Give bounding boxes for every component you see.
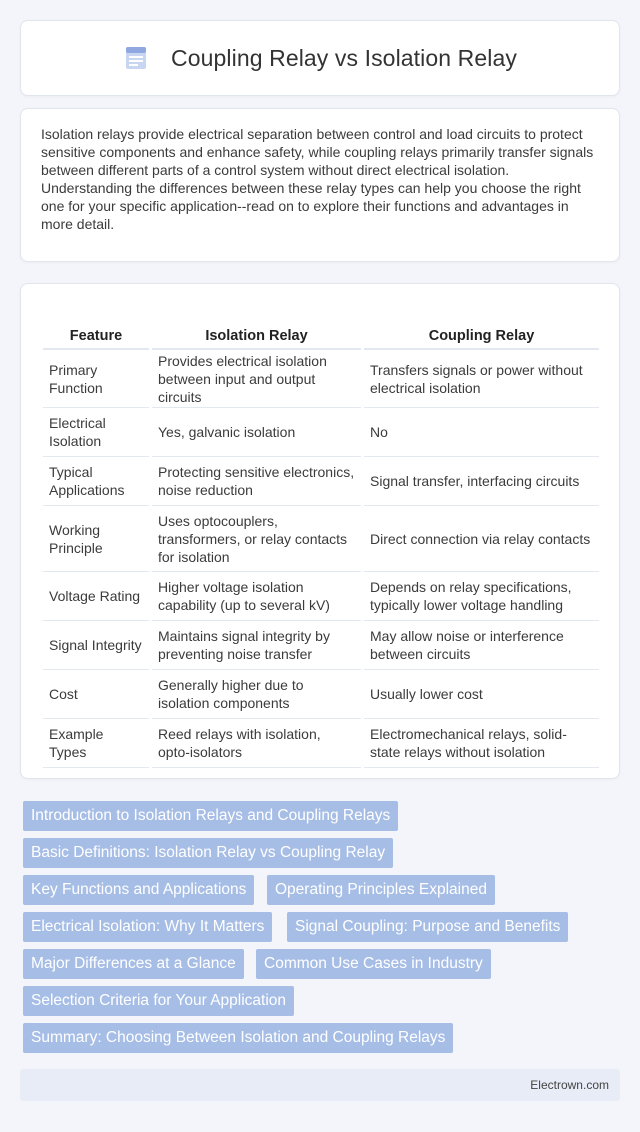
footer-site[interactable]: Electrown.com [530, 1078, 609, 1092]
topic-link-principles[interactable]: Operating Principles Explained [267, 875, 495, 905]
coupling-cell: Transfers signals or power without electrical isolation [364, 350, 599, 408]
isolation-cell: Protecting sensitive electronics, noise reduction [152, 457, 361, 506]
isolation-cell: Yes, galvanic isolation [152, 408, 361, 457]
coupling-cell: Direct connection via relay contacts [364, 506, 599, 572]
isolation-cell: Reed relays with isolation, opto-isolators [152, 719, 361, 768]
comparison-table [43, 306, 599, 768]
table-row [43, 457, 599, 506]
isolation-cell: Higher voltage isolation capability (up to several kV) [152, 572, 361, 621]
isolation-cell: Uses optocouplers, transformers, or relay contacts for isolation [152, 506, 361, 572]
coupling-cell: May allow noise or interference between circuits [364, 621, 599, 670]
coupling-cell: Electromechanical relays, solid-state relays without isolation [364, 719, 599, 768]
page-title: Coupling Relay vs Isolation Relay [171, 44, 517, 71]
document-icon [123, 45, 149, 71]
coupling-cell: Usually lower cost [364, 670, 599, 719]
table-row [43, 719, 599, 768]
topic-link-summary[interactable]: Summary: Choosing Between Isolation and Coupling Relays [23, 1023, 453, 1053]
intro-card [20, 108, 620, 262]
table-header-cell: Coupling Relay [364, 306, 599, 350]
feature-cell: Working Principle [43, 506, 149, 572]
isolation-cell: Provides electrical isolation between input and output circuits [152, 350, 361, 408]
table-row [43, 670, 599, 719]
feature-cell: Example Types [43, 719, 149, 768]
feature-cell: Signal Integrity [43, 621, 149, 670]
topic-link-isolation[interactable]: Electrical Isolation: Why It Matters [23, 912, 272, 942]
page-header [20, 20, 620, 96]
table-row [43, 408, 599, 457]
table-header-cell: Isolation Relay [152, 306, 361, 350]
table-row [43, 621, 599, 670]
table-row [43, 506, 599, 572]
table-header-row [43, 306, 599, 350]
footer [20, 1069, 620, 1101]
table-row [43, 350, 599, 408]
coupling-cell: Depends on relay specifications, typically lower voltage handling [364, 572, 599, 621]
coupling-cell: Signal transfer, interfacing circuits [364, 457, 599, 506]
topic-link-selection[interactable]: Selection Criteria for Your Application [23, 986, 294, 1016]
comparison-table-card [20, 283, 620, 779]
feature-cell: Voltage Rating [43, 572, 149, 621]
topic-link-differences[interactable]: Major Differences at a Glance [23, 949, 244, 979]
topic-link-intro[interactable]: Introduction to Isolation Relays and Coupling Relays [23, 801, 398, 831]
feature-cell: Typical Applications [43, 457, 149, 506]
intro-text: Isolation relays provide electrical separation between control and load circuits to protect sensitive components and enhance safety, while coupling relays primarily transfer signals between different parts of a control system without direct electrical isolation. Understanding the differences between these relay types can help you choose the right one for your specific application--read on to explore their functions and advantages in more detail. [41, 126, 594, 232]
table-header-cell: Feature [43, 306, 149, 350]
topic-link-coupling[interactable]: Signal Coupling: Purpose and Benefits [287, 912, 568, 942]
feature-cell: Cost [43, 670, 149, 719]
table-row [43, 572, 599, 621]
topic-link-definitions[interactable]: Basic Definitions: Isolation Relay vs Coupling Relay [23, 838, 393, 868]
coupling-cell: No [364, 408, 599, 457]
feature-cell: Primary Function [43, 350, 149, 408]
feature-cell: Electrical Isolation [43, 408, 149, 457]
isolation-cell: Generally higher due to isolation components [152, 670, 361, 719]
topic-link-functions[interactable]: Key Functions and Applications [23, 875, 254, 905]
topic-link-use-cases[interactable]: Common Use Cases in Industry [256, 949, 491, 979]
isolation-cell: Maintains signal integrity by preventing noise transfer [152, 621, 361, 670]
